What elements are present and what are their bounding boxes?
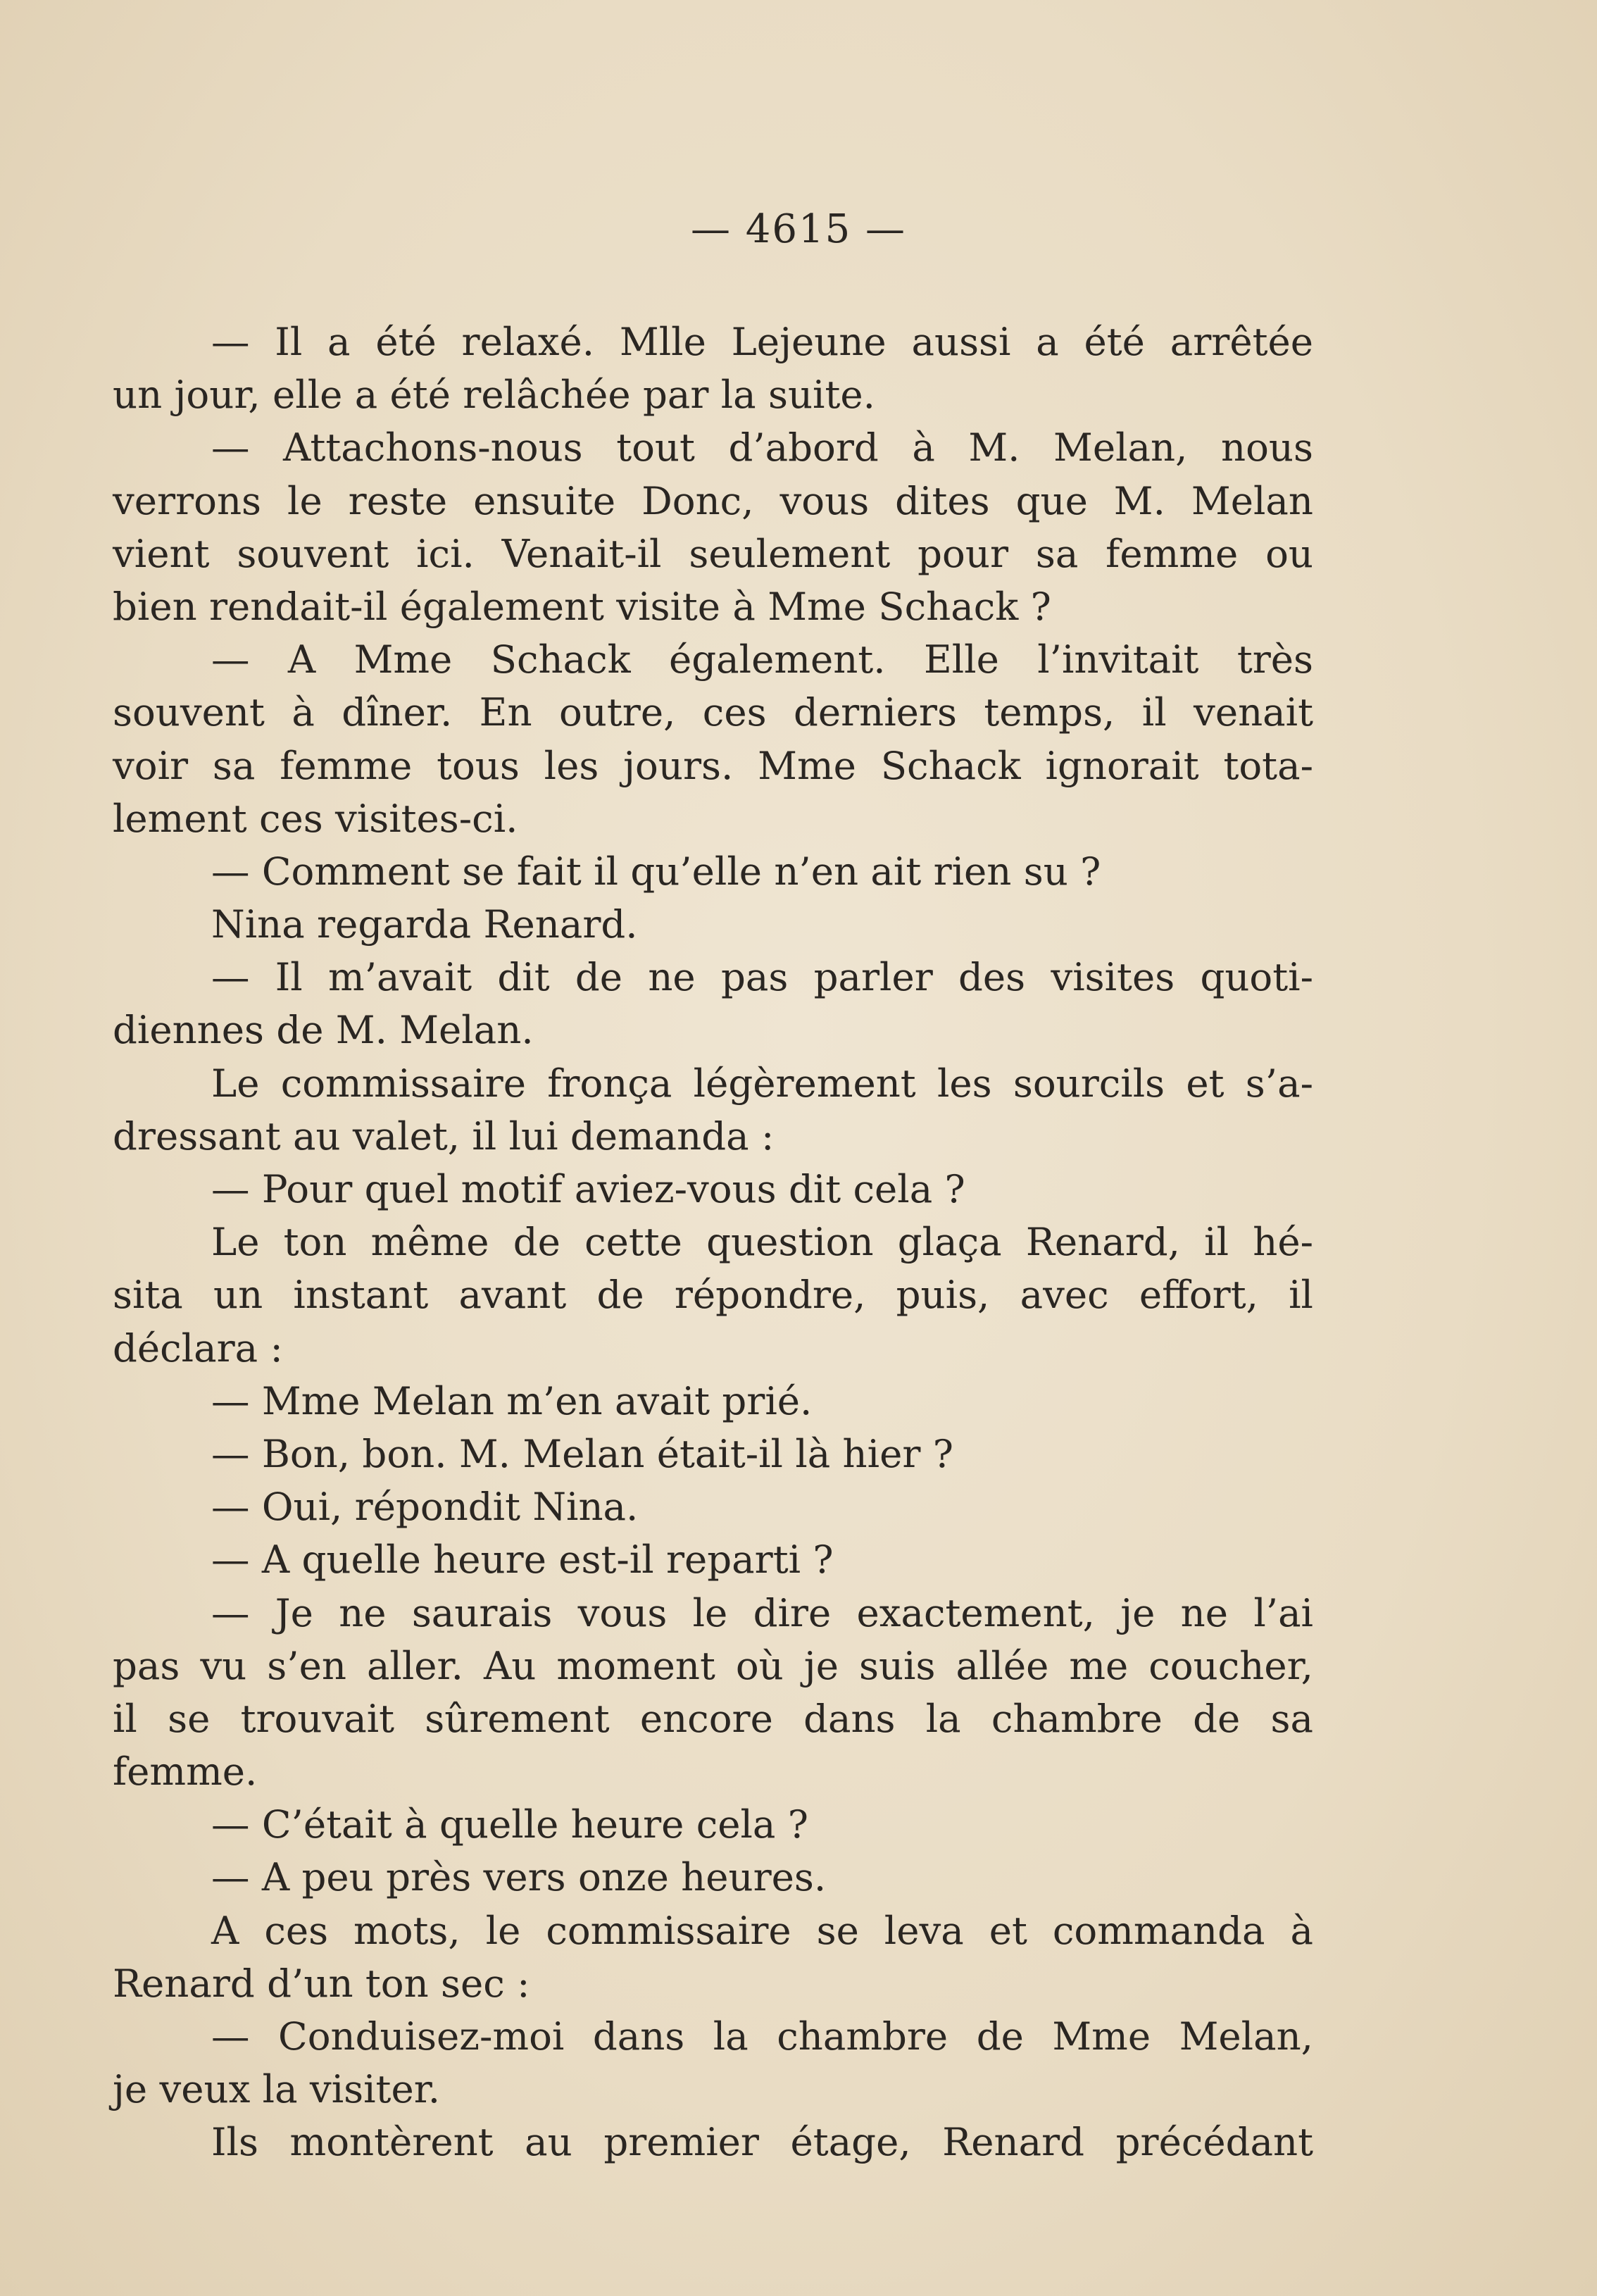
text-line: déclara :: [113, 1325, 283, 1371]
text-line: — Conduisez-moi dans la chambre de Mme Melan,: [211, 2014, 1313, 2059]
text-line: — Comment se fait il qu’elle n’en ait rien su ?: [211, 848, 1101, 894]
text-line: verrons le reste ensuite Donc, vous dites que M. Melan: [113, 478, 1313, 523]
text-line: — Je ne saurais vous le dire exactement, je ne l’ai: [211, 1590, 1313, 1635]
text-line: — A peu près vers onze heures.: [211, 1854, 827, 1900]
page-number: — 4615 —: [690, 206, 907, 252]
text-line: diennes de M. Melan.: [113, 1007, 534, 1053]
text-line: voir sa femme tous les jours. Mme Schack ignorait tota-: [113, 742, 1313, 788]
text-line: Renard d’un ton sec :: [113, 1960, 530, 2006]
text-line: bien rendait-il également visite à Mme Schack ?: [113, 583, 1051, 629]
text-line: — Attachons-nous tout d’abord à M. Melan, nous: [211, 425, 1313, 470]
text-line: lement ces visites-ci.: [113, 795, 518, 841]
text-line: A ces mots, le commissaire se leva et commanda à: [211, 1907, 1313, 1953]
text-line: — Mme Melan m’en avait prié.: [211, 1378, 813, 1423]
text-line: dressant au valet, il lui demanda :: [113, 1113, 775, 1159]
text-line: sita un instant avant de répondre, puis, avec effort, il: [113, 1272, 1313, 1318]
text-line: je veux la visiter.: [113, 2066, 441, 2112]
text-line: Nina regarda Renard.: [211, 901, 638, 947]
text-line: Ils montèrent au premier étage, Renard précédant: [211, 2119, 1313, 2165]
text-line: — Bon, bon. M. Melan était-il là hier ?: [211, 1430, 953, 1476]
text-line: pas vu s’en aller. Au moment où je suis allée me coucher,: [113, 1642, 1313, 1688]
text-line: Le ton même de cette question glaça Renard, il hé-: [211, 1219, 1313, 1265]
text-line: — Pour quel motif aviez-vous dit cela ?: [211, 1166, 965, 1211]
text-line: — Il m’avait dit de ne pas parler des visites quoti-: [211, 954, 1313, 1000]
text-line: un jour, elle a été relâchée par la suite.: [113, 372, 875, 418]
text-line: — Oui, répondit Nina.: [211, 1484, 639, 1530]
text-line: Le commissaire fronça légèrement les sourcils et s’a-: [211, 1060, 1313, 1106]
text-line: vient souvent ici. Venait-il seulement pour sa femme ou: [113, 530, 1313, 576]
text-line: — A quelle heure est-il reparti ?: [211, 1537, 834, 1583]
text-line: — C’était à quelle heure cela ?: [211, 1802, 808, 1847]
text-line: — A Mme Schack également. Elle l’invitait très: [211, 637, 1313, 682]
body-text: [113, 316, 1313, 2169]
text-line: souvent à dîner. En outre, ces derniers temps, il venait: [113, 690, 1313, 735]
text-line: — Il a été relaxé. Mlle Lejeune aussi a été arrêtée: [211, 319, 1313, 364]
text-line: femme.: [113, 1749, 258, 1795]
text-line: il se trouvait sûrement encore dans la chambre de sa: [113, 1695, 1313, 1741]
